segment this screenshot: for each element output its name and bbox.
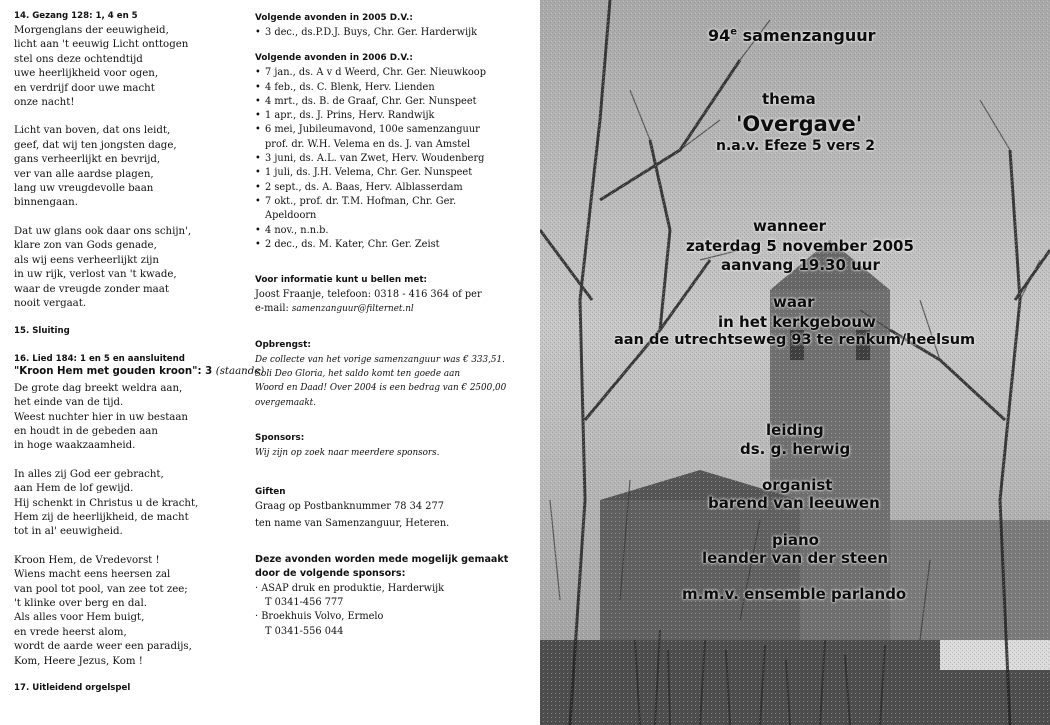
info-line: Joost Fraanje, telefoon: 0318 - 416 364 of per: [255, 289, 482, 301]
psalm-line: onze nacht!: [14, 97, 75, 109]
avond-item: • 2 sept., ds. A. Baas, Herv. Alblasserdam: [255, 181, 525, 195]
psalm-line: stel ons deze ochtendtijd: [14, 53, 143, 65]
lied-sub-text: "Kroon Hem met gouden kroon": 3: [14, 366, 213, 378]
opbrengst-line: De collecte van het vorige samenzanguur was € 333,51.: [255, 354, 505, 365]
avond-item: • 7 jan., ds. A v d Weerd, Chr. Ger. Nieuwkoop: [255, 66, 525, 80]
wanneer-label: wanneer: [753, 217, 827, 235]
opbrengst-line: overgemaakt.: [255, 397, 317, 408]
middle-column: [255, 12, 525, 639]
psalm-line: als wij eens verheerlijkt zijn: [14, 254, 159, 266]
psalm-verse: [14, 24, 244, 110]
psalm-verses: [14, 24, 244, 311]
lied-verse: [14, 382, 244, 454]
lied-line: Kroon Hem, de Vredevorst !: [14, 554, 160, 566]
leiding-label: leiding: [766, 421, 824, 439]
psalm-line: nooit vergaat.: [14, 297, 87, 309]
sponsor-list: [255, 582, 525, 639]
avond-item: • 7 okt., prof. dr. T.M. Hofman, Chr. Ger.: [255, 195, 525, 209]
lied-line: tot in al' eeuwigheid.: [14, 526, 123, 538]
psalm-line: waar de vreugde zonder maat: [14, 283, 169, 295]
lied-line: van pool tot pool, van zee tot zee;: [14, 583, 188, 595]
lied-sub-italic: (staande): [215, 366, 265, 378]
thema-reference: n.a.v. Efeze 5 vers 2: [716, 138, 875, 154]
giften-text: [255, 500, 525, 531]
orgelspel-heading: 17. Uitleidend orgelspel: [14, 683, 131, 694]
avonden-2006-list: [255, 66, 525, 252]
psalm-line: ver van alle aardse plagen,: [14, 168, 154, 180]
avond-item: Apeldoorn: [265, 210, 317, 222]
lied-line: Als alles voor Hem buigt,: [14, 612, 145, 624]
lied-line: Kom, Heere Jezus, Kom !: [14, 655, 143, 667]
lied-line: en vrede heerst alom,: [14, 626, 127, 638]
avonden-2006-heading: Volgende avonden in 2006 D.V.:: [255, 53, 413, 64]
lied-line: in hoge waakzaamheid.: [14, 440, 136, 452]
avond-item: • 1 juli, ds. J.H. Velema, Chr. Ger. Nunspeet: [255, 166, 525, 180]
piano-label: piano: [772, 531, 819, 549]
poster-sup: e: [730, 26, 738, 38]
psalm-verse: [14, 225, 244, 311]
avond-item: • 2 dec., ds. M. Kater, Chr. Ger. Zeist: [255, 238, 525, 252]
thema-label: thema: [762, 90, 816, 108]
sponsors-text: Wij zijn op zoek naar meerdere sponsors.: [255, 447, 440, 458]
psalm-line: en verdrijf door uwe macht: [14, 82, 155, 94]
psalm-line: binnengaan.: [14, 197, 78, 209]
organist-label: organist: [762, 476, 833, 494]
opbrengst-heading: Opbrengst:: [255, 339, 311, 350]
organist-name: barend van leeuwen: [708, 494, 880, 512]
psalm-line: Dat uw glans ook daar ons schijn',: [14, 225, 192, 237]
event-time: aanvang 19.30 uur: [721, 256, 880, 274]
opbrengst-text: [255, 353, 525, 410]
mogelijk-heading: [255, 553, 525, 581]
sponsor-name: · Broekhuis Volvo, Ermelo: [255, 611, 384, 623]
mogelijk-heading-line: door de volgende sponsors:: [255, 567, 406, 579]
psalm-verse: [14, 124, 244, 210]
psalm-line: gans verheerlijkt en bevrijd,: [14, 154, 161, 166]
event-date: zaterdag 5 november 2005: [686, 237, 914, 255]
sponsor-name: · ASAP druk en produktie, Harderwijk: [255, 582, 445, 594]
lied-line: Wiens macht eens heersen zal: [14, 569, 171, 581]
psalm-line: in uw rijk, verlost van 't kwade,: [14, 269, 177, 281]
piano-name: leander van der steen: [702, 549, 889, 567]
psalm-line: klare zon van Gods genade,: [14, 240, 157, 252]
avonden-2005-list: [255, 26, 525, 40]
avond-item: prof. dr. W.H. Velema en ds. J. van Amstel: [265, 138, 471, 150]
psalm-heading: 14. Gezang 128: 1, 4 en 5: [14, 11, 138, 21]
mogelijk-heading-line: Deze avonden worden mede mogelijk gemaakt: [255, 553, 509, 565]
giften-heading: Giften: [255, 487, 286, 498]
lied-line: wordt de aarde weer een paradijs,: [14, 641, 192, 653]
ensemble-line: m.m.v. ensemble parlando: [682, 585, 907, 603]
poster-title: [708, 26, 876, 45]
psalm-line: uwe heerlijkheid voor ogen,: [14, 68, 159, 80]
thema-title: 'Overgave': [736, 112, 863, 136]
lied-subheading: [14, 365, 265, 379]
giften-line: ten name van Samenzanguur, Heteren.: [255, 517, 450, 529]
psalm-line: Morgenglans der eeuwigheid,: [14, 25, 169, 36]
lied-line: In alles zij God eer gebracht,: [14, 468, 164, 480]
church-photo: [540, 0, 1050, 725]
poster-num: 94: [708, 26, 731, 45]
lied-line: Weest nuchter hier in uw bestaan: [14, 411, 188, 423]
email-address: samenzanguur@filternet.nl: [291, 304, 414, 315]
lied-heading: 16. Lied 184: 1 en 5 en aansluitend: [14, 354, 185, 365]
lied-line: De grote dag breekt weldra aan,: [14, 382, 183, 394]
location-line2: aan de utrechtseweg 93 te renkum/heelsum: [614, 332, 976, 348]
info-heading: Voor informatie kunt u bellen met:: [255, 275, 428, 286]
lied-verse: [14, 468, 244, 540]
psalm-line: lang uw vreugdevolle baan: [14, 183, 154, 195]
lied-verse: [14, 554, 244, 669]
sponsor-phone: T 0341-556 044: [265, 625, 344, 637]
lied-verses: [14, 382, 244, 669]
avonden-2005-heading: Volgende avonden in 2005 D.V.:: [255, 13, 413, 23]
psalm-line: licht aan 't eeuwig Licht onttogen: [14, 39, 189, 51]
lied-line: Hem zij de heerlijkheid, de macht: [14, 511, 189, 523]
leiding-name: ds. g. herwig: [740, 440, 851, 458]
location-line1: in het kerkgebouw: [718, 313, 876, 331]
opbrengst-line: Woord en Daad! Over 2004 is een bedrag van € 2500,00: [255, 383, 507, 394]
avond-item: • 4 nov., n.n.b.: [255, 224, 525, 238]
giften-line: Graag op Postbanknummer 78 34 277: [255, 501, 444, 513]
avond-item: • 4 mrt., ds. B. de Graaf, Chr. Ger. Nunspeet: [255, 95, 525, 109]
left-column: [14, 10, 265, 694]
avond-item: • 6 mei, Jubileumavond, 100e samenzanguur: [255, 123, 525, 137]
avond-item: • 3 juni, ds. A.L. van Zwet, Herv. Woudenberg: [255, 152, 525, 166]
lied-line: 't klinke over berg en dal.: [14, 598, 147, 609]
waar-label: waar: [773, 293, 815, 311]
lied-line: Hij schenkt in Christus u de kracht,: [14, 497, 199, 509]
lied-line: en houdt in de gebeden aan: [14, 425, 158, 437]
lied-line: het einde van de tijd.: [14, 397, 124, 409]
psalm-line: Licht van boven, dat ons leidt,: [14, 125, 171, 137]
opbrengst-line: Soli Deo Gloria, het saldo komt ten goede aan: [255, 369, 461, 380]
avond-item: • 3 dec., ds.P.D.J. Buys, Chr. Ger. Harderwijk: [255, 26, 525, 40]
info-email-line: [255, 302, 525, 316]
sluiting-heading: 15. Sluiting: [14, 326, 70, 337]
poster-samenzanguur: samenzanguur: [742, 26, 876, 45]
avond-item: • 4 feb., ds. C. Blenk, Herv. Lienden: [255, 81, 525, 95]
avond-item: • 1 apr., ds. J. Prins, Herv. Randwijk: [255, 109, 525, 123]
email-prefix: e-mail:: [255, 303, 292, 315]
lied-line: aan Hem de lof gewijd.: [14, 483, 134, 495]
psalm-line: geef, dat wij ten jongsten dage,: [14, 139, 177, 151]
sponsors-heading: Sponsors:: [255, 432, 305, 443]
church-photo-panel: [540, 0, 1050, 725]
sponsor-phone: T 0341-456 777: [265, 597, 344, 609]
